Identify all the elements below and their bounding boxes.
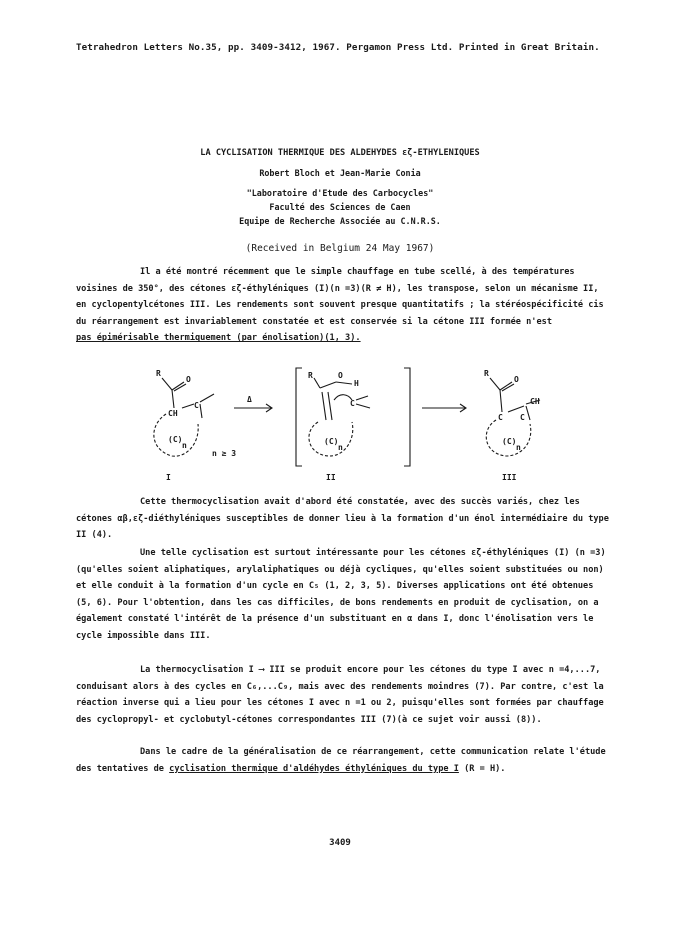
scheme-n-1: n bbox=[182, 441, 187, 450]
scheme-c-3b: C bbox=[520, 413, 525, 422]
scheme-o-1: O bbox=[186, 375, 191, 384]
paragraph-3-text: Une telle cyclisation est surtout intéressante pour les cétones εζ-éthyléniques (I) (n =3)(qu'elles soient aliphatiques, arylaliphatiques ou déjà cycliques, qu'elles soient substituées ou non) et elle conduit à la formation d'un cycle en C₅ (1, 2, 3, 5). Diverses applications ont été obtenues (5, 6). Pour l'obtention, dans les cas difficiles, de bons rendements en produit de cyclisation, on a également constaté l'intérêt de la présence d'un substituant en α dans I, donc l'énolisation vers le cycle impossible dans III. bbox=[76, 548, 606, 641]
condition-n: n ≥ 3 bbox=[212, 449, 237, 458]
paper-title: LA CYCLISATION THERMIQUE DES ALDEHYDES εζ-ETHYLENIQUES bbox=[200, 148, 480, 158]
scheme-c-3a: C bbox=[498, 413, 503, 422]
scheme-r-2: R bbox=[308, 371, 313, 380]
heat-delta: Δ bbox=[247, 395, 252, 404]
reaction-scheme-svg bbox=[120, 360, 580, 486]
scheme-c-2: C bbox=[350, 399, 355, 408]
affiliation-lab: "Laboratoire d'Etude des Carbocycles" bbox=[246, 188, 434, 198]
paragraph-1 bbox=[76, 264, 614, 347]
paragraph-3 bbox=[76, 545, 614, 645]
scheme-o-2: O bbox=[338, 371, 343, 380]
affiliation-cnrs: Equipe de Recherche Associée au C.N.R.S. bbox=[239, 216, 441, 226]
paragraph-5-start: Dans le cadre de la généralisation de ce réarrangement, cette communication relate l'étude des tentatives de bbox=[76, 747, 606, 774]
scheme-r-1: R bbox=[156, 369, 161, 378]
scheme-ch-1: CH bbox=[168, 409, 178, 418]
compound-label-ii: II bbox=[326, 473, 336, 482]
reaction-scheme bbox=[120, 360, 580, 486]
affiliation-faculty: Faculté des Sciences de Caen bbox=[269, 202, 411, 212]
compound-label-iii: III bbox=[502, 473, 517, 482]
scheme-cn-2: (C) bbox=[324, 437, 339, 446]
paragraph-1-text: Il a été montré récemment que le simple chauffage en tube scellé, à des températures voisines de 350°, des cétones εζ-éthyléniques (I)(n =3)(R ≠ H), les transpose, selon un mécanisme II, en cyclopentylcétones III. Les rendements sont souvent presque quantitatifs ; la stéréospécificité cis du réarrangement est invariablement constatée et est conservée si la cétone III formée n'est bbox=[76, 267, 604, 327]
scheme-r-3: R bbox=[484, 369, 489, 378]
scheme-ch-3: CH bbox=[530, 397, 540, 406]
scheme-c-1: C bbox=[194, 401, 199, 410]
paragraph-2-text: Cette thermocyclisation avait d'abord été constatée, avec des succès variés, chez les cétones αβ,εζ-diéthyléniques susceptibles de donner lieu à la formation d'un énol intermédiaire du type II (4). bbox=[76, 497, 609, 541]
paragraph-5-end: (R = H). bbox=[464, 763, 506, 774]
paragraph-2 bbox=[76, 494, 614, 544]
paragraph-5-underlined: cyclisation thermique d'aldéhydes éthyléniques du type I bbox=[169, 763, 459, 774]
scheme-cn-3: (C) bbox=[502, 437, 517, 446]
scheme-cn-1: (C) bbox=[168, 435, 183, 444]
paragraph-4-text: La thermocyclisation I ⟶ III se produit encore pour les cétones du type I avec n =4,...7, conduisant alors à des cycles en C₆,...C₉, mais avec des rendements moindres (7). Par contre, c'est la réaction inverse qui a lieu pour les cétones I avec n =1 ou 2, puisqu'elles sont formées par chauffage des cyclopropyl- et cyclobutyl-cétones correspondantes III (7)(à ce sujet voir aussi (8)). bbox=[76, 665, 604, 725]
paragraph-4 bbox=[76, 662, 614, 728]
journal-citation: Tetrahedron Letters No.35, pp. 3409-3412, 1967. Pergamon Press Ltd. Printed in Great Britain. bbox=[76, 42, 600, 53]
scheme-n-3: n bbox=[516, 443, 521, 452]
scheme-o-3: O bbox=[514, 375, 519, 384]
received-date: (Received in Belgium 24 May 1967) bbox=[245, 243, 435, 254]
authors: Robert Bloch et Jean-Marie Conia bbox=[259, 168, 421, 178]
scheme-n-2: n bbox=[338, 443, 343, 452]
paragraph-5 bbox=[76, 744, 614, 777]
paragraph-1-end: pas épimérisable thermiquement (par énolisation)(1, 3). bbox=[76, 333, 361, 344]
page-number: 3409 bbox=[329, 838, 351, 848]
compound-label-i: I bbox=[166, 473, 171, 482]
scheme-h-2: H bbox=[354, 379, 359, 388]
